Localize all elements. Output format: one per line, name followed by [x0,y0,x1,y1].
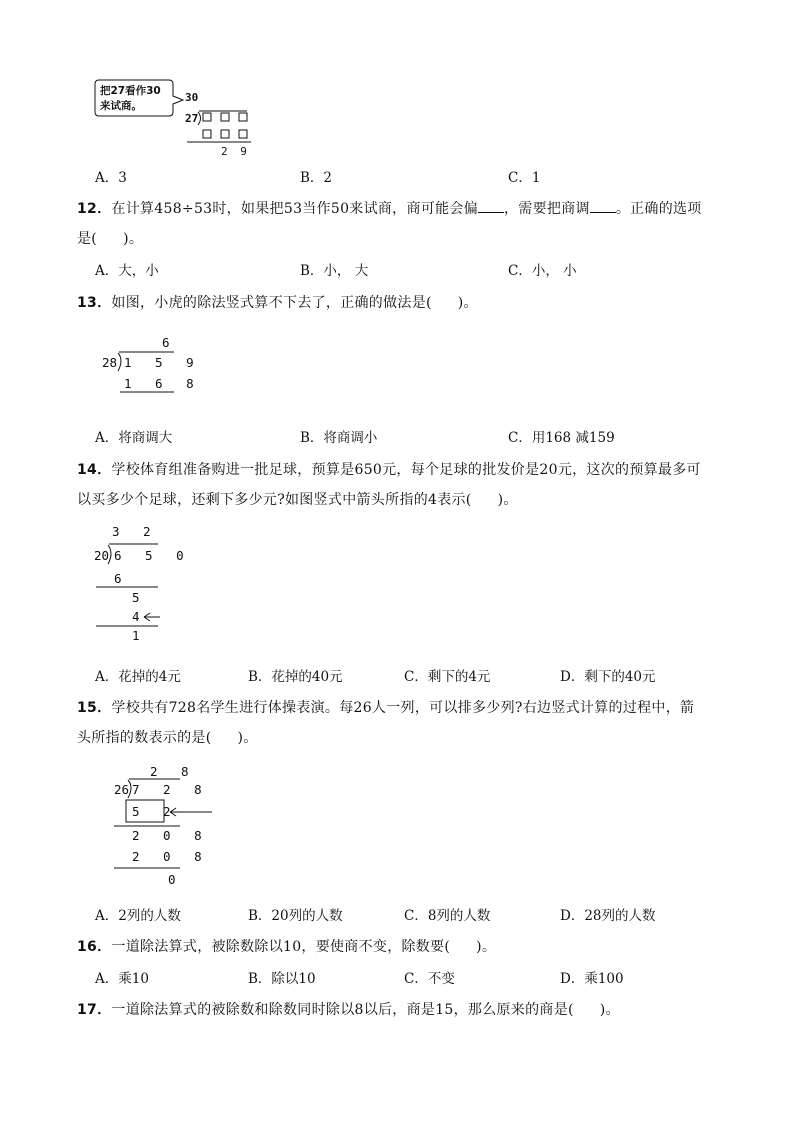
q12-text: 在计算458÷53时，如果把53当作50来试商，商可能会偏 [111,201,478,217]
q11-option-b[interactable]: B．2 [300,170,333,186]
step-product: 6 [114,571,122,586]
q17-text: 一道除法算式的被除数和除数同时除以8以后，商是15，那么原来的商是( [111,1002,574,1018]
q12-stem-line2 [77,228,143,248]
q14-text: )。 [497,492,518,508]
q17-stem [77,999,620,1019]
q15-long-division [112,762,222,888]
boxed-number: 5 2 [132,804,179,819]
question-number: 17． [77,1002,112,1018]
q14-text: 以买多少个足球，还剩下多少元?如图竖式中箭头所指的4表示( [77,492,472,508]
divisor: 28 [102,355,118,370]
bubble-line2: 来试商。 [100,100,142,112]
q15-option-d[interactable]: D．28列的人数 [560,908,656,924]
step-remainder: 2 0 8 [132,828,210,843]
q13-text: )。 [457,295,478,311]
step-remainder: 5 [132,590,140,605]
q14-stem-line1 [77,459,701,479]
q15-option-c[interactable]: C．8列的人数 [404,908,491,924]
q16-option-b[interactable]: B．除以10 [248,971,316,987]
answer-blank[interactable] [478,202,504,213]
blank-box [203,113,211,121]
q14-option-a[interactable]: A．花掉的4元 [95,669,181,685]
q16-text: 一道除法算式，被除数除以10，要使商不变，除数要( [111,939,451,955]
q14-stem-line2 [77,489,518,509]
q12-option-c[interactable]: C．小， 小 [508,263,577,279]
q13-stem [77,292,478,312]
q12-stem-line1 [77,198,702,218]
quotient-guess: 30 [185,91,199,104]
q12-text: 。正确的选项 [615,201,702,217]
remainder-row: 2 9 [221,145,250,158]
q17-text: )。 [599,1002,620,1018]
q12-text: ，需要把商调 [504,201,590,217]
quotient: 6 [162,335,170,350]
blank-box [203,130,211,138]
arrow-target-4: 4 [132,609,140,624]
q16-option-a[interactable]: A．乘10 [95,971,149,987]
q13-text: 如图，小虎的除法竖式算不下去了，正确的做法是( [111,295,432,311]
q15-stem-line2 [77,727,258,747]
remainder: 1 [132,628,140,643]
dividend: 6 5 0 [114,548,192,563]
q12-text: 是( [77,231,98,247]
q13-option-c[interactable]: C．用168 减159 [508,430,615,446]
blank-box [239,113,247,121]
q13-option-b[interactable]: B．将商调小 [300,430,378,446]
question-number: 14． [77,462,112,478]
divisor: 26 [114,782,130,797]
question-number: 13． [77,295,112,311]
quotient: 2 8 [150,764,197,779]
question-number: 16． [77,939,112,955]
q14-long-division [94,522,192,644]
step-product: 2 0 8 [132,849,210,864]
q15-text: 学校共有728名学生进行体操表演。每26人一列，可以排多少列?右边竖式计算的过程中，箭 [111,700,695,716]
answer-blank[interactable] [590,202,616,213]
q13-long-division [100,333,202,395]
q15-option-b[interactable]: B．20列的人数 [248,908,343,924]
q12-option-b[interactable]: B．小， 大 [300,263,369,279]
q15-text: )。 [237,730,258,746]
bubble-line1: 把27看作30 [100,85,161,97]
q16-option-c[interactable]: C．不变 [404,971,455,987]
q12-option-a[interactable]: A．大，小 [95,263,159,279]
q13-option-a[interactable]: A．将商调大 [95,430,173,446]
blank-box [221,113,229,121]
q12-text: )。 [123,231,144,247]
dividend: 7 2 8 [132,782,210,797]
remainder: 0 [168,872,176,887]
q16-option-d[interactable]: D．乘100 [560,971,624,987]
divisor: 20 [94,548,110,563]
q11-long-division [95,78,265,160]
q14-text: 学校体育组准备购进一批足球，预算是650元，每个足球的批发价是20元，这次的预算最多可 [111,462,701,478]
question-number: 15． [77,700,112,716]
blank-box [221,130,229,138]
q15-stem-line1 [77,697,694,717]
q15-option-a[interactable]: A．2列的人数 [95,908,181,924]
q14-option-b[interactable]: B．花掉的40元 [248,669,343,685]
blank-box [239,130,247,138]
q14-option-d[interactable]: D．剩下的40元 [560,669,656,685]
quotient: 3 2 [112,524,159,539]
product: 1 6 8 [124,376,202,391]
q11-option-a[interactable]: A．3 [95,170,127,186]
q14-option-c[interactable]: C．剩下的4元 [404,669,491,685]
q15-text: 头所指的数表示的是( [77,730,212,746]
q16-stem [77,936,496,956]
question-number: 12． [77,201,112,217]
q11-option-c[interactable]: C．1 [508,170,541,186]
dividend: 1 5 9 [124,355,202,370]
divisor: 27 [185,112,199,125]
q16-text: )。 [476,939,497,955]
